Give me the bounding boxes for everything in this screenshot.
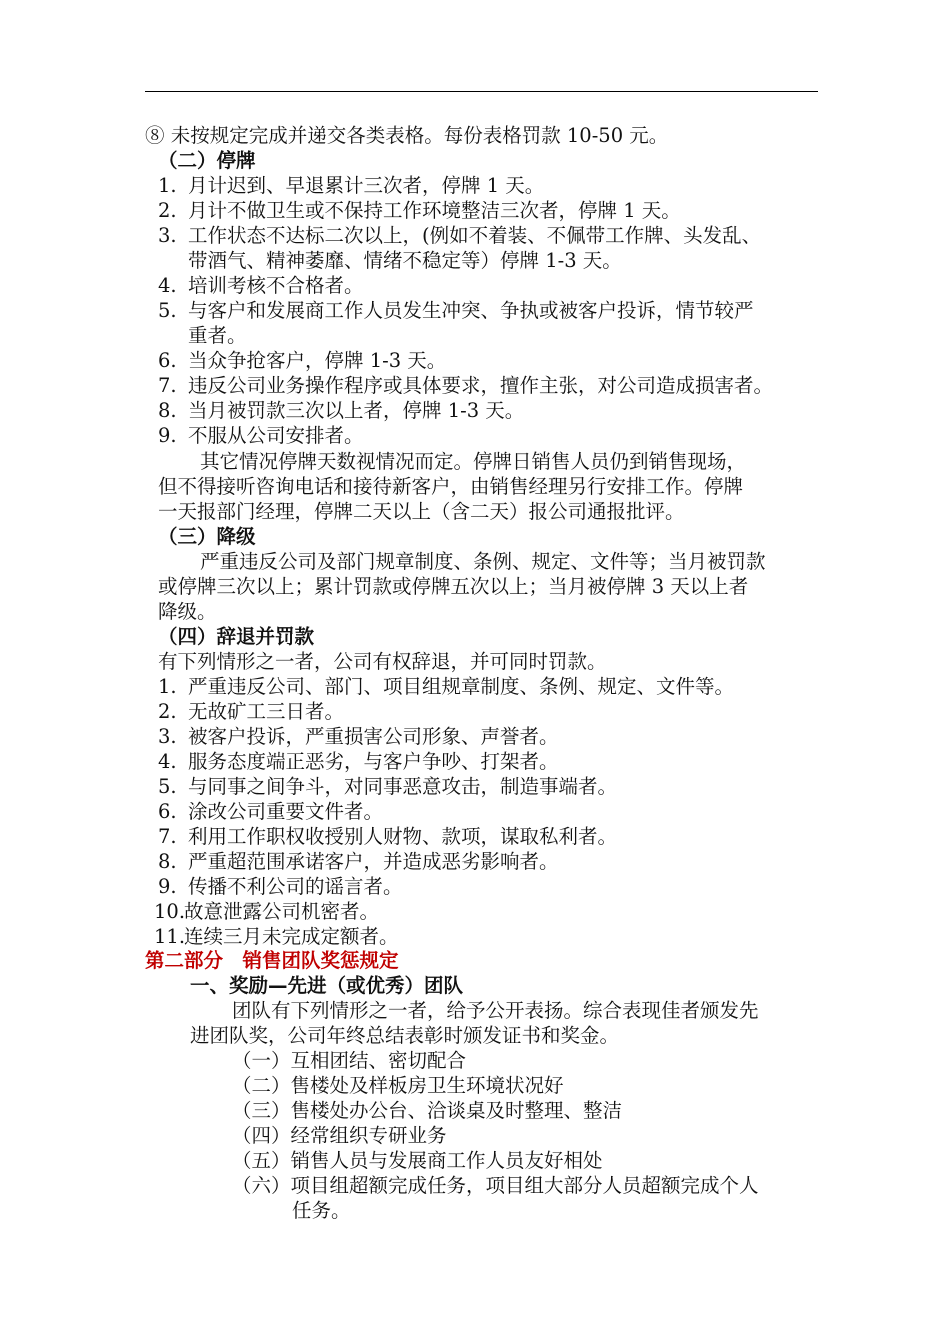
paragraph-line: 一天报部门经理，停牌二天以上（含二天）报公司通报批评。 — [158, 500, 685, 523]
item-number: （四） — [232, 1124, 291, 1147]
list-item — [232, 1098, 622, 1123]
part-heading: 第二部分 销售团队奖惩规定 — [145, 949, 399, 972]
list-item — [232, 1073, 564, 1098]
item-number: 11. — [154, 925, 186, 948]
list-item — [158, 774, 617, 799]
paragraph-line: 或停牌三次以上；累计罚款或停牌五次以上；当月被停牌 3 天以上者 — [158, 575, 749, 598]
item-text: 售楼处及样板房卫生环境状况好 — [290, 1074, 564, 1097]
item-text: 互相团结、密切配合 — [290, 1049, 467, 1072]
list-item — [158, 423, 364, 448]
item-number: 10. — [154, 900, 186, 923]
list-item-continuation: 任务。 — [292, 1199, 351, 1222]
item-text: 项目组超额完成任务，项目组大部分人员超额完成个人 — [290, 1174, 759, 1197]
paragraph-line: 团队有下列情形之一者，给予公开表扬。综合表现佳者颁发先 — [232, 999, 759, 1022]
list-item — [232, 1123, 447, 1148]
item-text: 利用工作职权收授别人财物、款项，谋取私利者。 — [188, 825, 618, 848]
list-item — [154, 899, 380, 924]
item-text: 无故矿工三日者。 — [188, 700, 345, 723]
item-number: 6. — [158, 349, 177, 372]
list-item — [232, 1173, 759, 1198]
list-item-continuation: 带酒气、精神萎靡、情绪不稳定等）停牌 1-3 天。 — [188, 249, 622, 272]
list-item — [232, 1148, 603, 1173]
item-number: 3. — [158, 725, 177, 748]
paragraph-line: 降级。 — [158, 600, 217, 623]
list-item — [158, 173, 544, 198]
paragraph-line: 进团队奖，公司年终总结表彰时颁发证书和奖金。 — [190, 1024, 620, 1047]
item-number: 2. — [158, 199, 177, 222]
item-number: （一） — [232, 1049, 291, 1072]
item-number: （六） — [232, 1174, 291, 1197]
item-text: 培训考核不合格者。 — [188, 274, 364, 297]
item-number: 7. — [158, 374, 177, 397]
item-number: 4. — [158, 274, 177, 297]
list-item-continuation: 重者。 — [188, 324, 247, 347]
section-heading-demotion: （三）降级 — [158, 525, 256, 548]
list-item — [158, 298, 754, 323]
penalty-item-8: ⑧ 未按规定完成并递交各类表格。每份表格罚款 10-50 元。 — [145, 124, 669, 147]
paragraph-line: 严重违反公司及部门规章制度、条例、规定、文件等；当月被罚款 — [200, 550, 766, 573]
item-number: 8. — [158, 399, 177, 422]
list-item — [158, 373, 773, 398]
sub-heading-team-award: 一、奖励—先进（或优秀）团队 — [190, 974, 464, 997]
item-number: 2. — [158, 700, 177, 723]
item-text: 不服从公司安排者。 — [188, 424, 364, 447]
item-text: 服务态度端正恶劣，与客户争吵、打架者。 — [188, 750, 559, 773]
list-item — [158, 398, 524, 423]
item-text: 工作状态不达标二次以上，(例如不着装、不佩带工作牌、头发乱、 — [188, 224, 762, 247]
item-text: 当众争抢客户，停牌 1-3 天。 — [188, 349, 447, 372]
item-text: 月计迟到、早退累计三次者，停牌 1 天。 — [188, 174, 545, 197]
item-text: 与客户和发展商工作人员发生冲突、争执或被客户投诉，情节较严 — [188, 299, 754, 322]
item-number: 1. — [158, 675, 177, 698]
item-text: 涂改公司重要文件者。 — [188, 800, 384, 823]
list-item — [158, 674, 734, 699]
item-number: 3. — [158, 224, 177, 247]
list-item — [158, 273, 364, 298]
item-text: 被客户投诉，严重损害公司形象、声誉者。 — [188, 725, 559, 748]
list-item — [154, 924, 399, 949]
list-item — [158, 348, 446, 373]
item-number: 5. — [158, 299, 177, 322]
list-item — [158, 824, 617, 849]
paragraph-line: 其它情况停牌天数视情况而定。停牌日销售人员仍到销售现场， — [200, 450, 747, 473]
item-number: （二） — [232, 1074, 291, 1097]
item-text: 严重超范围承诺客户，并造成恶劣影响者。 — [188, 850, 559, 873]
item-text: 经常组织专研业务 — [290, 1124, 447, 1147]
item-number: （三） — [232, 1099, 291, 1122]
item-text: 严重违反公司、部门、项目组规章制度、条例、规定、文件等。 — [188, 675, 735, 698]
item-number: 1. — [158, 174, 177, 197]
list-item — [158, 874, 403, 899]
item-text: 销售人员与发展商工作人员友好相处 — [290, 1149, 603, 1172]
list-item — [158, 223, 761, 248]
item-number: （五） — [232, 1149, 291, 1172]
list-item — [232, 1048, 466, 1073]
item-text: 当月被罚款三次以上者，停牌 1-3 天。 — [188, 399, 525, 422]
list-item — [158, 699, 344, 724]
item-number: 6. — [158, 800, 177, 823]
item-number: 7. — [158, 825, 177, 848]
item-text: 售楼处办公台、洽谈桌及时整理、整洁 — [290, 1099, 623, 1122]
item-number: 9. — [158, 875, 177, 898]
item-number: 4. — [158, 750, 177, 773]
section-heading-suspension: （二）停牌 — [158, 149, 256, 172]
item-text: 传播不利公司的谣言者。 — [188, 875, 403, 898]
list-item — [158, 198, 681, 223]
item-text: 月计不做卫生或不保持工作环境整洁三次者，停牌 1 天。 — [188, 199, 681, 222]
item-number: 5. — [158, 775, 177, 798]
list-item — [158, 724, 559, 749]
list-item — [158, 799, 383, 824]
item-number: 8. — [158, 850, 177, 873]
item-text: 违反公司业务操作程序或具体要求，擅作主张，对公司造成损害者。 — [188, 374, 774, 397]
item-number: 9. — [158, 424, 177, 447]
list-item — [158, 849, 559, 874]
section-heading-dismissal: （四）辞退并罚款 — [158, 625, 315, 648]
section-intro: 有下列情形之一者，公司有权辞退，并可同时罚款。 — [158, 650, 607, 673]
item-text: 与同事之间争斗，对同事恶意攻击，制造事端者。 — [188, 775, 618, 798]
list-item — [158, 749, 559, 774]
paragraph-line: 但不得接听咨询电话和接待新客户，由销售经理另行安排工作。停牌 — [158, 475, 744, 498]
header-rule — [145, 91, 818, 92]
item-text: 故意泄露公司机密者。 — [184, 900, 380, 923]
item-text: 连续三月未完成定额者。 — [184, 925, 399, 948]
